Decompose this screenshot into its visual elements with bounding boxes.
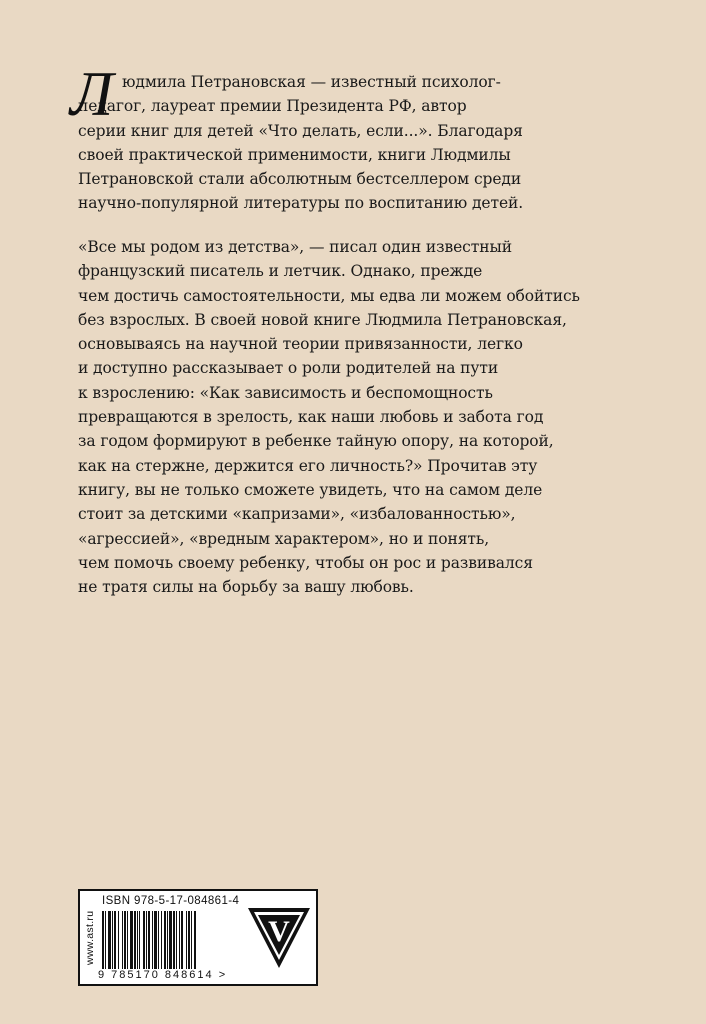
barcode-bar bbox=[114, 911, 116, 969]
text-line: серии книг для детей «Что делать, если...». Благодаря bbox=[78, 121, 523, 140]
text-line: не тратя силы на борьбу за вашу любовь. bbox=[78, 578, 414, 597]
text-line: «агрессией», «вредным характером», но и понять, bbox=[78, 529, 490, 548]
text-line: чем достичь самостоятельности, мы едва ли можем обойтись bbox=[78, 286, 580, 305]
barcode-bar bbox=[134, 911, 136, 969]
text-line: юдмила Петрановская — известный психолог- bbox=[122, 73, 501, 91]
barcode-bar bbox=[112, 911, 113, 969]
text-line: научно-популярной литературы по воспитанию детей. bbox=[78, 194, 524, 213]
barcode-bar bbox=[194, 911, 196, 969]
publisher-site: www.ast.ru bbox=[84, 910, 96, 966]
barcode-bar bbox=[148, 911, 150, 969]
text-line: стоит за детскими «капризами», «избалованностью», bbox=[78, 505, 516, 524]
text-line: французский писатель и летчик. Однако, прежде bbox=[78, 262, 483, 281]
text-line: к взрослению: «Как зависимость и беспомощность bbox=[78, 383, 493, 402]
barcode-bar bbox=[152, 911, 153, 969]
text-line: как на стержне, держится его личность?» Прочитав эту bbox=[78, 456, 538, 475]
drop-cap: Л bbox=[70, 58, 112, 129]
barcode-bar bbox=[105, 911, 106, 969]
ean-digits: 9 785170 848614 > bbox=[98, 969, 228, 981]
text-line: основываясь на научной теории привязанности, легко bbox=[78, 335, 523, 354]
text-line: Петрановской стали абсолютным бестселлером среди bbox=[78, 170, 522, 189]
isbn-barcode-box bbox=[78, 889, 318, 986]
text-line: «Все мы родом из детства», — писал один известный bbox=[78, 238, 512, 256]
text-line: без взрослых. В своей новой книге Людмила Петрановская, bbox=[78, 310, 567, 329]
barcode-bar bbox=[188, 911, 190, 969]
barcode-bar bbox=[146, 911, 147, 969]
barcode-bar bbox=[164, 911, 166, 969]
barcode-bar bbox=[167, 911, 168, 969]
text-line: и доступно рассказывает о роли родителей на пути bbox=[78, 359, 499, 378]
text-line: своей практической применимости, книги Людмилы bbox=[78, 145, 511, 164]
barcode-bar bbox=[137, 911, 138, 969]
annotation-paragraph-2 bbox=[78, 235, 638, 599]
barcode-bar bbox=[186, 911, 187, 969]
barcode-bar bbox=[169, 911, 172, 969]
text-line: педагог, лауреат премии Президента РФ, автор bbox=[78, 97, 467, 116]
text-line: чем помочь своему ребенку, чтобы он рос и развивался bbox=[78, 553, 533, 572]
svg-text:V: V bbox=[268, 915, 290, 948]
isbn-number: ISBN 978-5-17-084861-4 bbox=[102, 895, 240, 907]
text-line: книгу, вы не только сможете увидеть, что на самом деле bbox=[78, 480, 543, 499]
barcode-bar bbox=[108, 911, 111, 969]
publisher-logo-icon bbox=[246, 905, 312, 971]
barcode-bar bbox=[154, 911, 157, 969]
barcode-bar bbox=[179, 911, 180, 969]
text-line: превращаются в зрелость, как наши любовь и забота год bbox=[78, 408, 544, 427]
barcode-icon bbox=[102, 911, 226, 969]
barcode-bar bbox=[130, 911, 133, 969]
barcode-bar bbox=[139, 911, 140, 969]
barcode-bar bbox=[102, 911, 104, 969]
annotation-paragraph-1 bbox=[70, 58, 638, 216]
barcode-bar bbox=[191, 911, 192, 969]
barcode-bar bbox=[173, 911, 175, 969]
barcode-bar bbox=[118, 911, 119, 969]
barcode-bar bbox=[122, 911, 123, 969]
barcode-bar bbox=[124, 911, 126, 969]
barcode-bar bbox=[158, 911, 159, 969]
text-line: за годом формируют в ребенке тайную опору, на которой, bbox=[78, 432, 554, 451]
barcode-bar bbox=[181, 911, 183, 969]
barcode-bar bbox=[161, 911, 162, 969]
barcode-bar bbox=[127, 911, 128, 969]
barcode-bar bbox=[176, 911, 177, 969]
barcode-bar bbox=[143, 911, 145, 969]
